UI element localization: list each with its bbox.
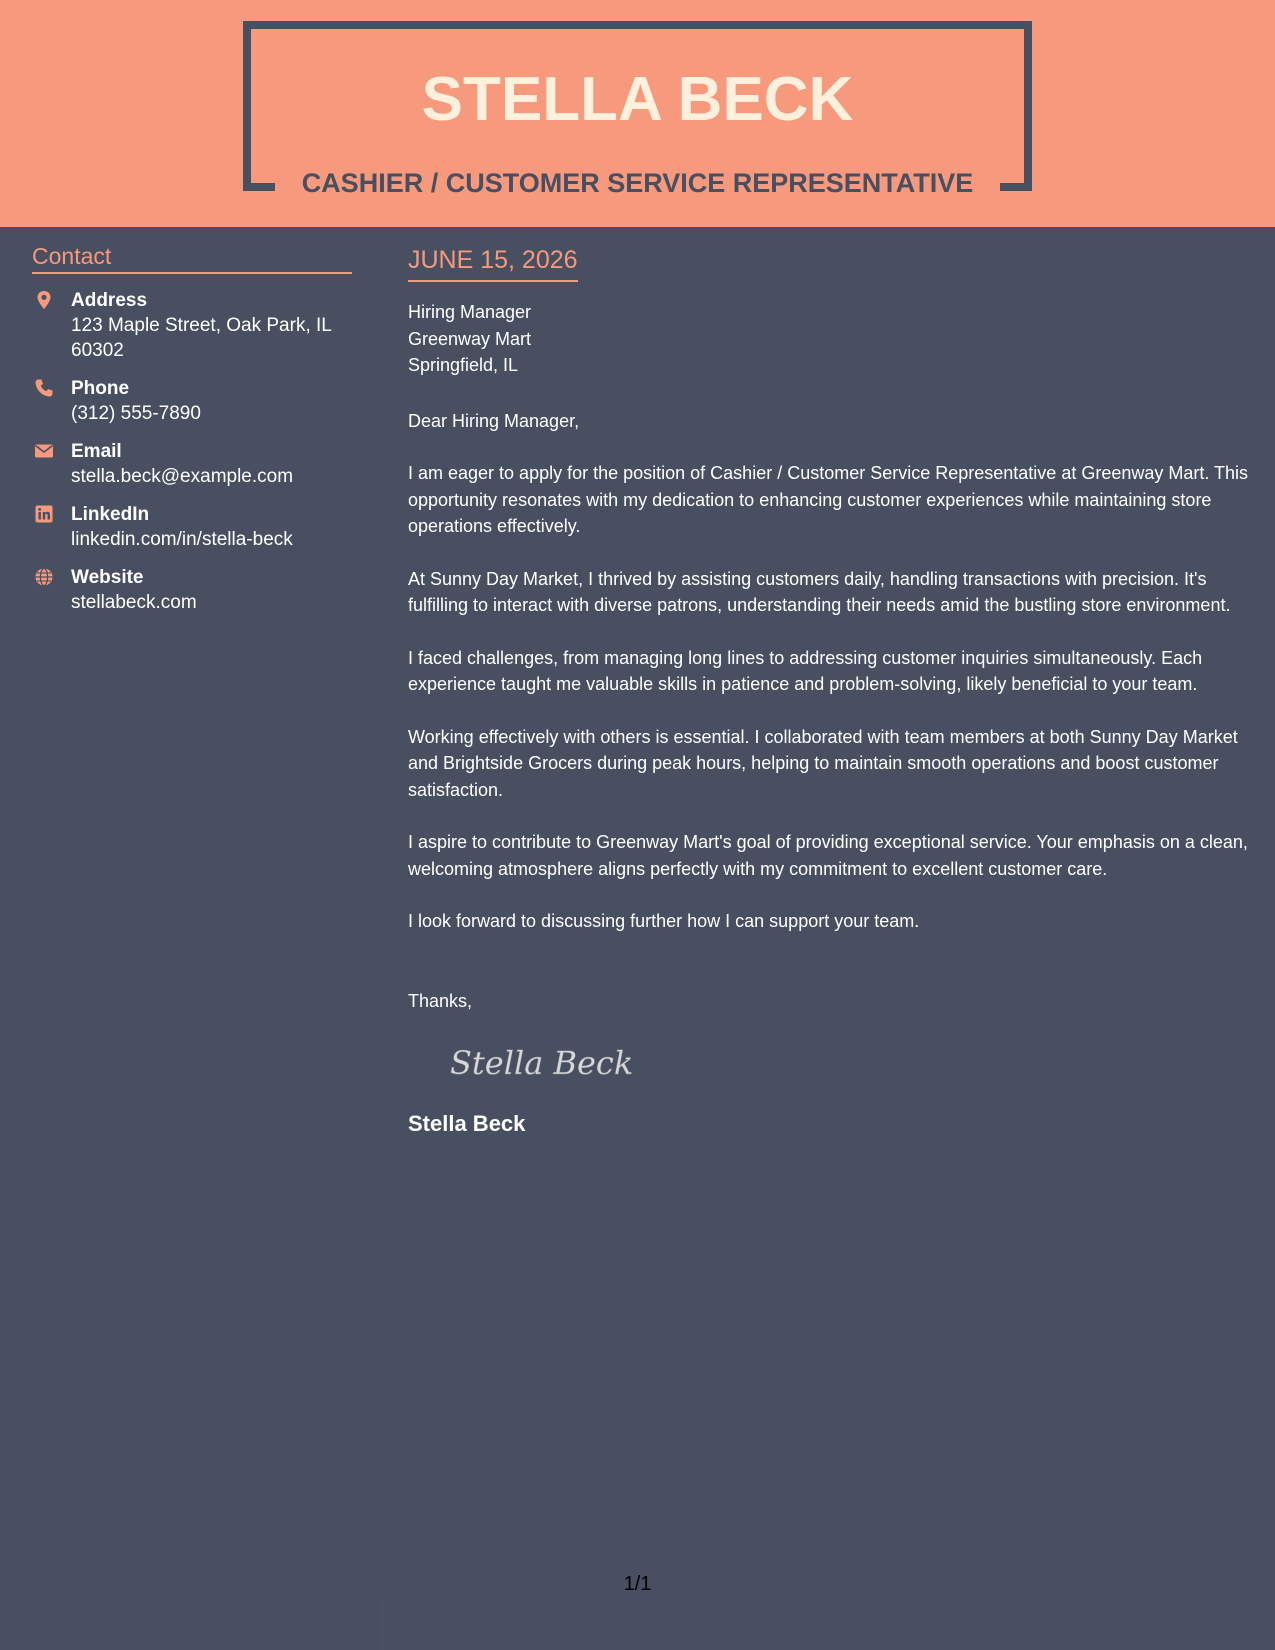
recipient-line: Greenway Mart [408, 328, 532, 349]
globe-icon [34, 567, 54, 587]
letter-paragraph: I aspire to contribute to Greenway Mart's goal of providing exceptional service. Your emphasis on a clean, welcoming atmosphere aligns perfectly with my commitment to excellent customer care. [408, 832, 1248, 879]
signer-name: Stella Beck [408, 1111, 526, 1136]
contact-item-email [32, 439, 352, 489]
envelope-icon [34, 441, 54, 461]
phone-icon [34, 378, 54, 398]
handwritten-signature [448, 1032, 648, 1092]
address-value: 123 Maple Street, Oak Park, IL 60302 [71, 315, 332, 361]
recipient-line: Springfield, IL [408, 355, 519, 375]
map-pin-icon [34, 290, 54, 310]
letter-date: JUNE 15, 2026 [408, 244, 578, 282]
candidate-name: STELLA BECK [421, 65, 854, 134]
contact-item-linkedin [32, 502, 352, 552]
letter-paragraph: I look forward to discussing further how I can support your team. [408, 911, 920, 931]
contact-heading: Contact [32, 240, 352, 274]
letter-paragraph: At Sunny Day Market, I thrived by assisting customers daily, handling transactions with precision. It's fulfilling to interact with diverse patrons, understanding their needs amid the bustling store environment. [408, 568, 1231, 615]
contact-label: Email [71, 441, 122, 462]
letter-paragraph: I am eager to apply for the position of Cashier / Customer Service Representative at Greenway Mart. This opportunity resonates with my dedication to enhancing customer experiences while maintaining store operations effectively. [408, 463, 1249, 536]
contact-item-website [32, 565, 352, 615]
contact-label: LinkedIn [71, 504, 150, 525]
contact-item-phone [32, 376, 352, 426]
letter-paragraph: Working effectively with others is essential. I collaborated with team members at both Sunny Day Market and Brightside Grocers during peak hours, helping to maintain smooth operations and boost customer satisfaction. [408, 726, 1238, 800]
page-number: 1/1 [623, 1573, 652, 1595]
contact-sidebar [32, 240, 352, 628]
recipient-line: Hiring Manager [408, 302, 532, 322]
salutation: Dear Hiring Manager, [408, 410, 580, 431]
header-banner [0, 0, 1275, 227]
letter-body [408, 244, 1253, 1139]
recipient-block [408, 299, 1253, 379]
contact-label: Phone [71, 378, 130, 399]
linkedin-value: linkedin.com/in/stella-beck [71, 529, 293, 550]
column-divider [382, 1600, 383, 1650]
phone-value: (312) 555-7890 [71, 403, 201, 424]
linkedin-icon [34, 504, 54, 524]
signature-text: Stella Beck [450, 1044, 634, 1082]
letter-paragraph: I faced challenges, from managing long lines to addressing customer inquiries simultaneously. Each experience taught me valuable skills in patience and problem-solving, likely beneficial to your team. [408, 647, 1203, 694]
contact-label: Website [71, 567, 144, 588]
email-value: stella.beck@example.com [71, 466, 294, 487]
contact-item-address [32, 288, 352, 363]
frame-top-bar [243, 21, 1032, 29]
job-title: CASHIER / CUSTOMER SERVICE REPRESENTATIVE [301, 168, 974, 198]
website-value: stellabeck.com [71, 592, 197, 613]
contact-label: Address [71, 290, 148, 311]
closing: Thanks, [408, 990, 473, 1011]
